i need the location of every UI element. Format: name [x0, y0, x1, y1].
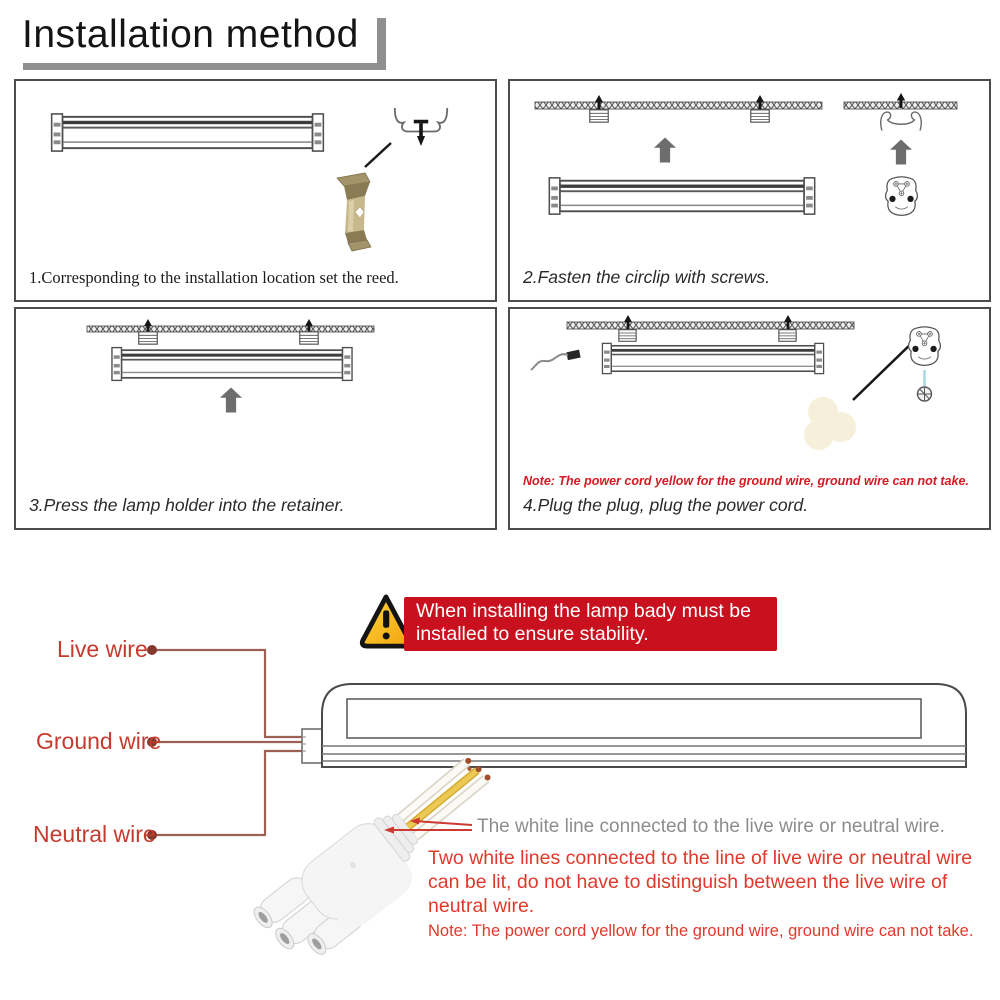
- mounting-clip: [779, 330, 796, 342]
- pointer-line: [853, 339, 916, 400]
- mounting-clip: [139, 332, 157, 344]
- step-caption: 4.Plug the plug, plug the power cord.: [523, 495, 809, 515]
- mounting-clip: [300, 332, 318, 344]
- page-title-text: Installation method: [22, 13, 359, 56]
- up-arrow-icon: [890, 140, 912, 165]
- page-title: [14, 11, 377, 63]
- wire-label-live: Live wire: [57, 636, 148, 662]
- ceiling-drawing: [87, 326, 374, 332]
- two-white-lines-text: Two white lines connected to the line of live wire or neutral wire can be lit, do not have to distinguish between the live wire of neutral wire.: [428, 847, 973, 917]
- endcap-drawing: [909, 327, 941, 366]
- white-line-text: The white line connected to the live wire or neutral wire.: [477, 816, 945, 837]
- mounting-clip: [590, 110, 608, 122]
- step-caption: 3.Press the lamp holder into the retainer.: [29, 495, 345, 515]
- ceiling-drawing: [567, 322, 854, 329]
- wire-label-neutral: Neutral wire: [33, 821, 156, 847]
- lamp-body-drawing: [302, 684, 966, 767]
- up-arrow-icon: [220, 388, 242, 413]
- wire-label-ground: Ground wire: [36, 728, 162, 754]
- up-arrow-icon: [654, 138, 676, 163]
- wire-lines: [153, 650, 302, 835]
- wiring-section: [0, 580, 1000, 1000]
- power-cord-drawing: [531, 350, 581, 370]
- tube-drawing: [112, 348, 352, 381]
- endcap-drawing: [886, 177, 918, 216]
- step-caption: 1.Corresponding to the installation location set the reed.: [29, 268, 399, 287]
- step-panel-4: [508, 307, 991, 530]
- step-panel-3: [14, 307, 497, 530]
- spring-clip-drawing: [881, 112, 922, 131]
- highlight-blob: [804, 397, 856, 450]
- ceiling-drawing: [535, 102, 822, 109]
- step-note: Note: The power cord yellow for the ground wire, ground wire can not take.: [523, 474, 969, 488]
- mounting-clip: [619, 330, 636, 342]
- step-panel-2: [508, 79, 991, 302]
- ceiling-clip-drawing: [395, 108, 447, 146]
- tube-drawing: [52, 114, 324, 151]
- wiring-note-text: Note: The power cord yellow for the ground wire, ground wire can not take.: [428, 922, 974, 940]
- warning-text: When installing the lamp bady must be installed to ensure stability.: [416, 600, 751, 645]
- tube-drawing: [549, 178, 814, 214]
- tube-drawing: [602, 343, 823, 373]
- step-caption: 2.Fasten the circlip with screws.: [523, 267, 771, 287]
- pointer-line: [365, 143, 391, 167]
- mounting-clip: [751, 110, 769, 122]
- step-panel-1: [14, 79, 497, 302]
- reed-clip-photo: [337, 173, 371, 251]
